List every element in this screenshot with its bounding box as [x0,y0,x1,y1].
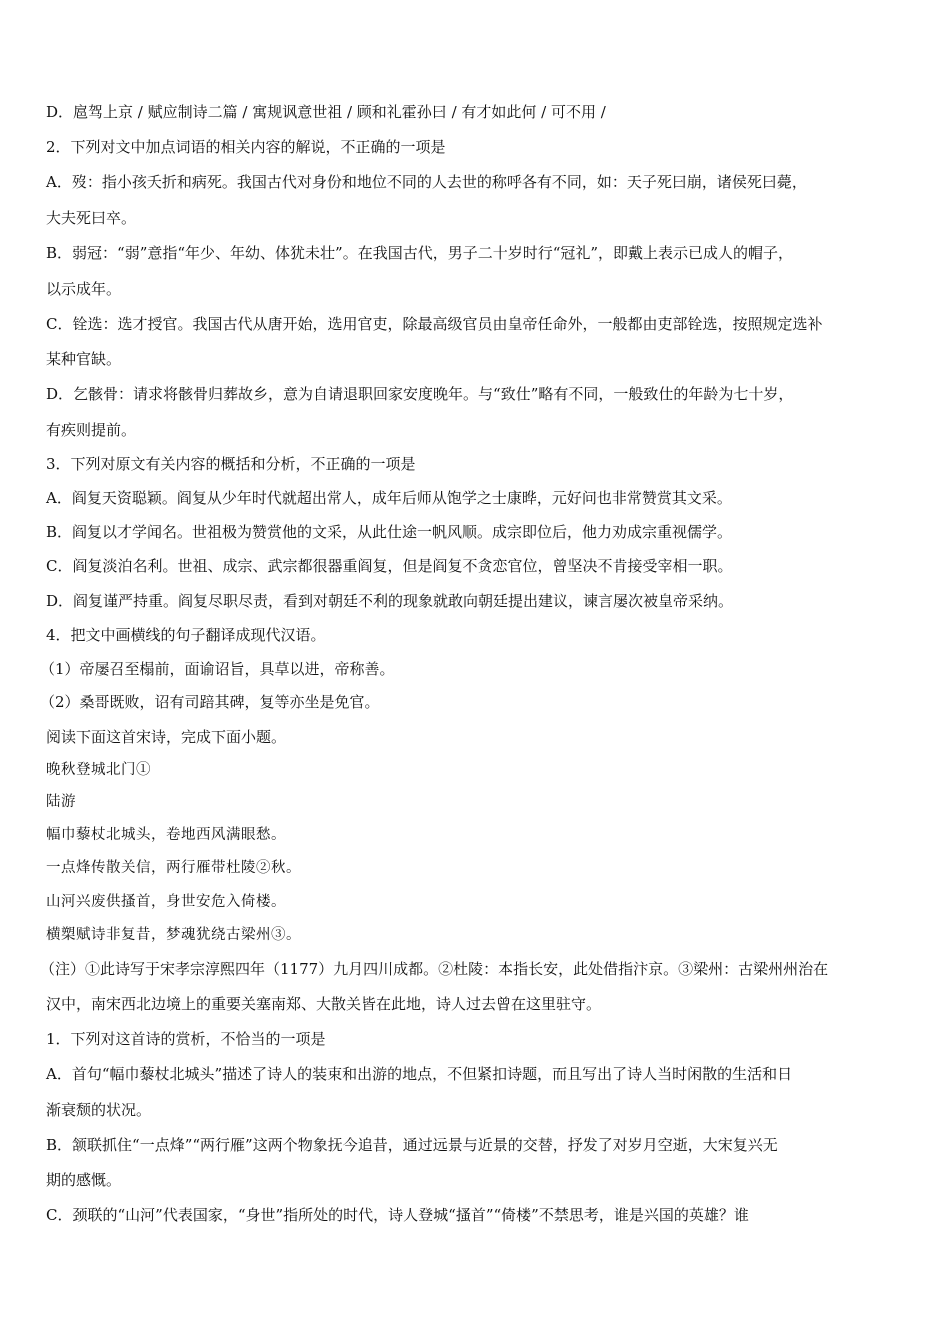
q3-option-c: C．阎复淡泊名利。世祖、成宗、武宗都很器重阎复，但是阎复不贪恋官位，曾坚决不肯接受宰相一职。 [46,557,733,575]
q2-option-b-cont: 以示成年。 [46,280,122,298]
pq1-stem: 1．下列对这首诗的赏析，不恰当的一项是 [46,1030,326,1048]
q2-option-a-cont: 大夫死曰卒。 [46,209,137,227]
q3-stem: 3．下列对原文有关内容的概括和分析，不正确的一项是 [46,455,416,473]
q3-option-a: A．阎复天资聪颖。阎复从少年时代就超出常人，成年后师从饱学之士康晔，元好问也非常赞赏其文采。 [46,489,732,507]
poem-note: （注）①此诗写于宋孝宗淳熙四年（1177）九月四川成都。②杜陵：本指长安，此处借指汴京。③梁州：古梁州州治在 [40,960,829,978]
q2-option-d: D．乞骸骨：请求将骸骨归葬故乡，意为自请退职回家安度晚年。与“致仕”略有不同，一般致仕的年龄为七十岁， [46,385,794,403]
q2-option-c-cont: 某种官缺。 [46,350,122,368]
poem-line-1: 幅巾藜杖北城头，卷地西风满眼愁。 [46,827,286,843]
pq1-option-c: C．颈联的“山河”代表国家，“身世”指所处的时代，诗人登城“搔首”“倚楼”不禁思考，谁是兴国的英雄？谁 [46,1206,749,1224]
q2-option-c: C．铨选：选才授官。我国古代从唐开始，选用官吏，除最高级官员由皇帝任命外，一般都由吏部铨选，按照规定选补 [46,315,823,333]
q2-stem: 2．下列对文中加点词语的相关内容的解说，不正确的一项是 [46,138,446,156]
poem-note-cont: 汉中，南宋西北边境上的重要关塞南郑、大散关皆在此地，诗人过去曾在这里驻守。 [46,995,602,1013]
q3-option-b: B．阎复以才学闻名。世祖极为赞赏他的文采，从此仕途一帆风顺。成宗即位后，他力劝成宗重视儒学。 [46,523,733,541]
q4-sentence-1: （1）帝屡召至榻前，面谕诏旨，具草以进，帝称善。 [40,660,395,678]
q3-option-d: D．阎复谨严持重。阎复尽职尽责，看到对朝廷不利的现象就敢向朝廷提出建议，谏言屡次被皇帝采纳。 [46,592,734,610]
pq1-option-a: A．首句“幅巾藜杖北城头”描述了诗人的装束和出游的地点，不但紧扣诗题，而且写出了诗人当时闲散的生活和日 [46,1065,793,1083]
poem-title: 晚秋登城北门① [46,762,151,778]
q4-stem: 4．把文中画横线的句子翻译成现代汉语。 [46,626,326,644]
q2-option-a: A．歿：指小孩夭折和病死。我国古代对身份和地位不同的人去世的称呼各有不同，如：天子死曰崩，诸侯死曰薨， [46,173,807,191]
q1-option-d: D．扈驾上京 / 赋应制诗二篇 / 寓规讽意世祖 / 顾和礼霍孙曰 / 有才如此何 / 可不用 / [46,103,606,121]
q2-option-d-cont: 有疾则提前。 [46,421,137,439]
poem-intro: 阅读下面这首宋诗，完成下面小题。 [46,728,287,746]
poem-line-2: 一点烽传散关信，两行雁带杜陵②秋。 [46,860,301,876]
poem-author: 陆游 [46,794,76,810]
q4-sentence-2: （2）桑哥既败，诏有司踣其碑，复等亦坐是免官。 [40,693,380,711]
poem-line-3: 山河兴废供搔首，身世安危入倚楼。 [46,894,286,910]
poem-line-4: 横槊赋诗非复昔，梦魂犹绕古梁州③。 [46,927,301,943]
pq1-option-b: B．颔联抓住“一点烽”“两行雁”这两个物象抚今追昔，通过远景与近景的交替，抒发了对岁月空逝，大宋复兴无 [46,1136,778,1154]
pq1-option-b-cont: 期的感慨。 [46,1171,122,1189]
pq1-option-a-cont: 渐衰颓的状况。 [46,1101,152,1119]
q2-option-b: B．弱冠：“弱”意指“年少、年幼、体犹未壮”。在我国古代，男子二十岁时行“冠礼”，即戴上表示已成人的帽子， [46,244,794,262]
